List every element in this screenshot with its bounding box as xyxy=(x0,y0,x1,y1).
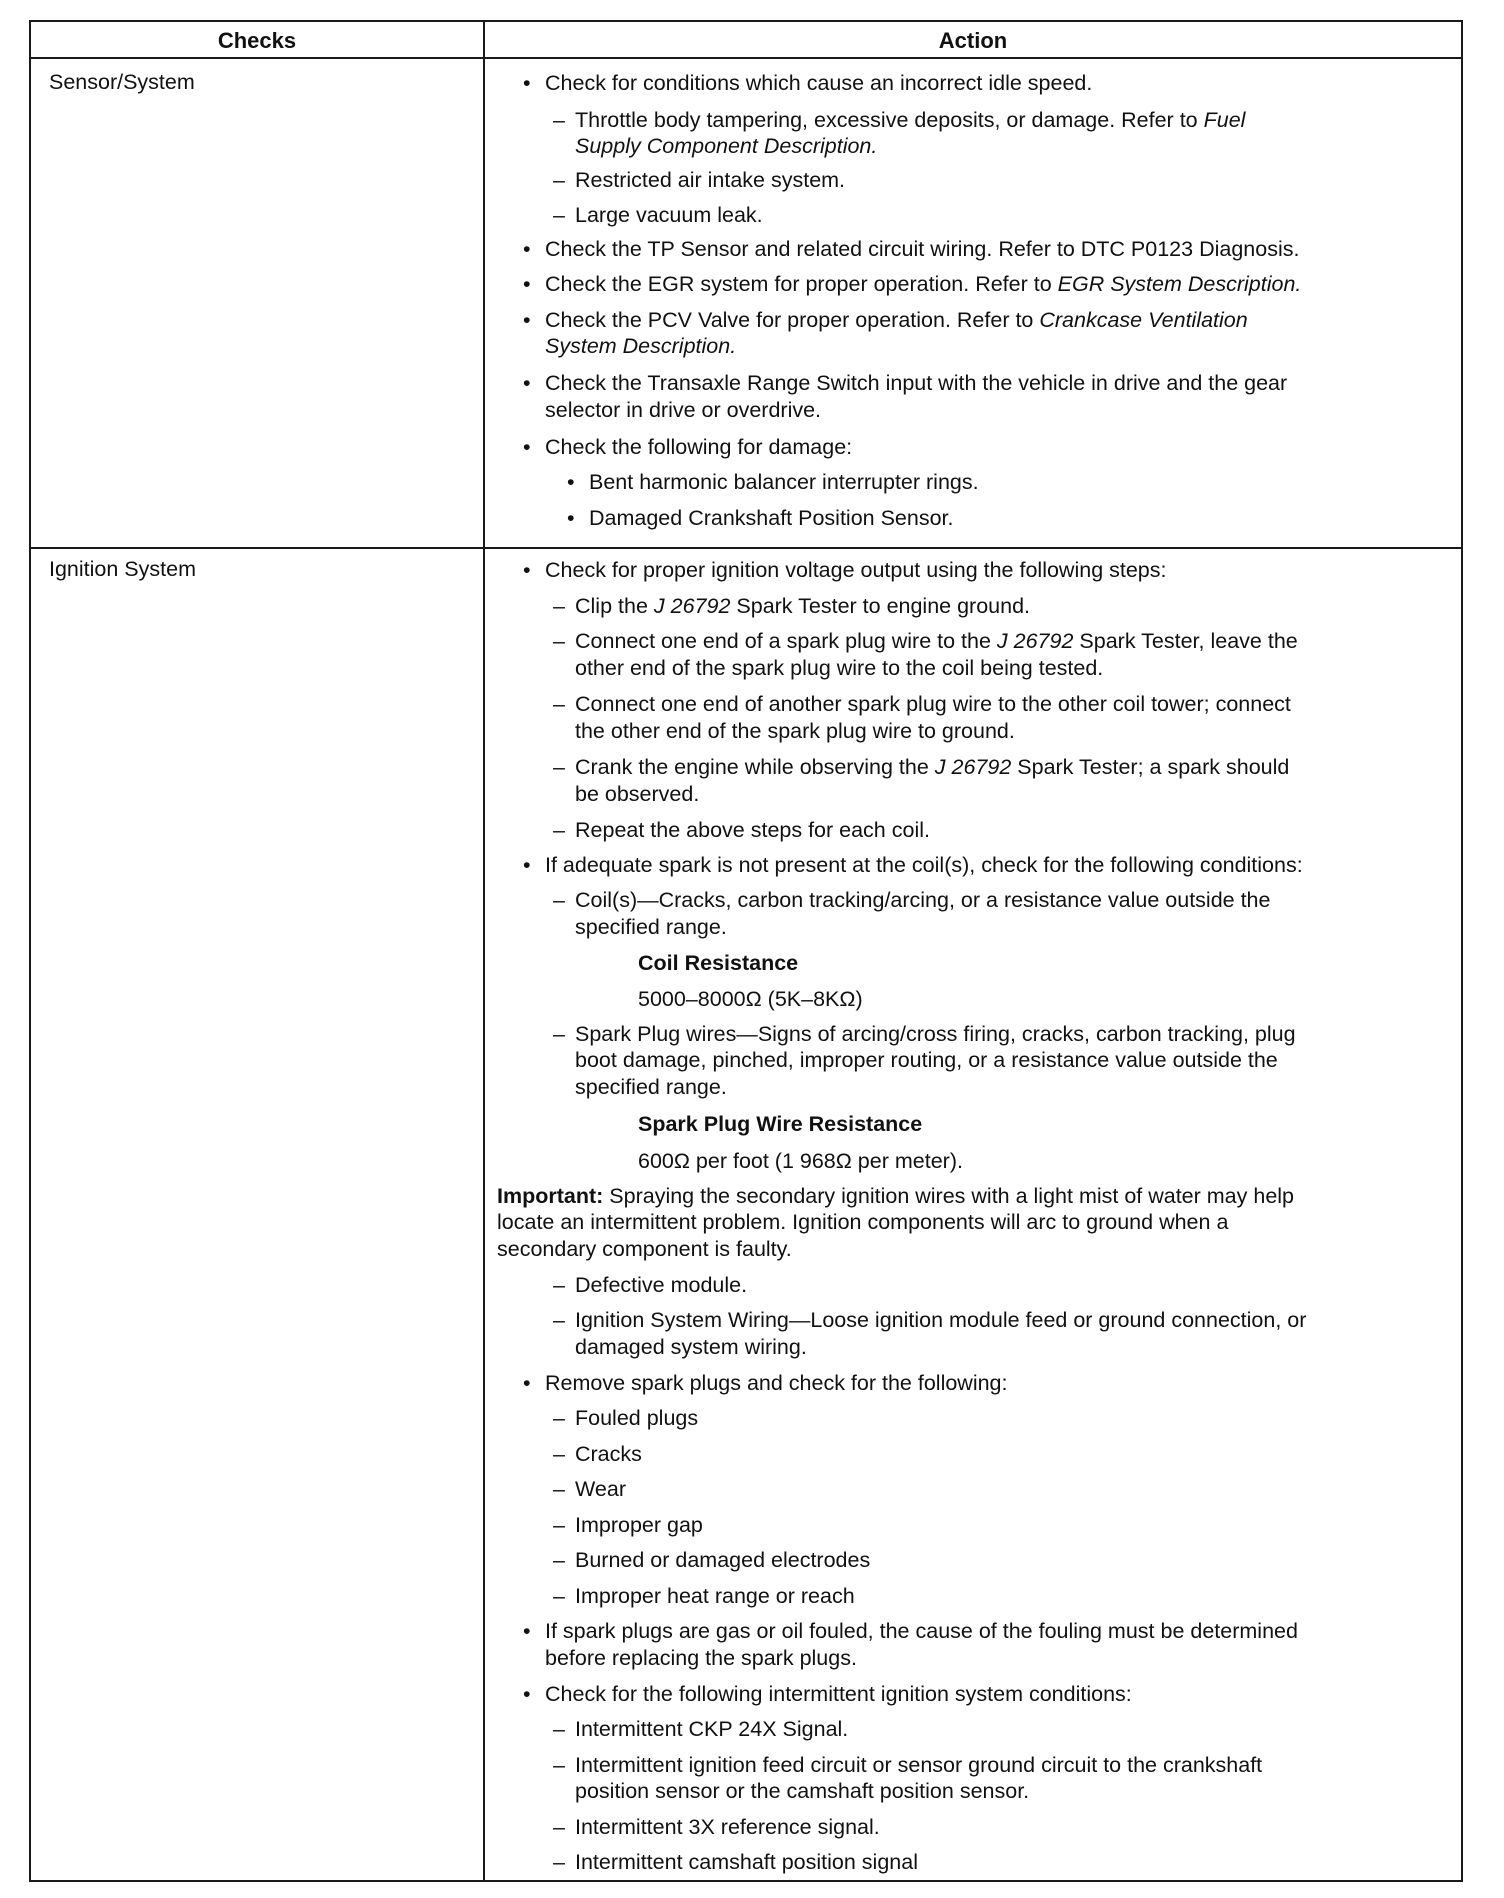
dash-glyph: – xyxy=(553,1513,565,1537)
list-item xyxy=(523,372,531,394)
item-text: the other end of the spark plug wire to ground. xyxy=(575,719,1015,743)
list-item xyxy=(523,436,531,458)
dash-glyph: – xyxy=(553,1815,565,1839)
list-item xyxy=(575,1514,703,1536)
header-action: Action xyxy=(938,28,1008,53)
list-item xyxy=(553,1514,565,1536)
bullet-glyph: • xyxy=(523,1371,531,1395)
item-text: Check for conditions which cause an incorrect idle speed. xyxy=(545,71,1093,95)
list-item xyxy=(545,1647,857,1669)
tool-number: J 26792 xyxy=(934,755,1012,779)
item-text: Clip the xyxy=(575,594,648,618)
dash-glyph: – xyxy=(553,692,565,716)
reference-link-text: EGR System Description. xyxy=(1057,272,1302,296)
bullet-glyph: • xyxy=(567,506,575,530)
item-text: Damaged Crankshaft Position Sensor. xyxy=(589,506,954,530)
item-text: Spark Tester; a spark should xyxy=(1017,755,1290,779)
list-item xyxy=(553,1585,565,1607)
list-item xyxy=(553,1851,565,1873)
important-note xyxy=(497,1238,792,1260)
item-text: specified range. xyxy=(575,915,727,939)
item-text: Check for the following intermittent ignition system conditions: xyxy=(545,1682,1132,1706)
dash-glyph: – xyxy=(553,168,565,192)
list-item xyxy=(553,204,565,226)
list-item xyxy=(575,1718,848,1740)
list-item xyxy=(523,854,531,876)
item-text: Spark Tester, leave the xyxy=(1079,629,1298,653)
important-label: Important: xyxy=(497,1184,604,1208)
list-item xyxy=(553,693,565,715)
check-ignition-system: Ignition System xyxy=(49,557,196,581)
list-item xyxy=(545,854,1303,876)
item-text: Coil(s)—Cracks, carbon tracking/arcing, or a resistance value outside the xyxy=(575,888,1271,912)
dash-glyph: – xyxy=(553,755,565,779)
list-item xyxy=(575,1851,918,1873)
item-text: If adequate spark is not present at the coil(s), check for the following conditions: xyxy=(545,853,1303,877)
bullet-glyph: • xyxy=(523,558,531,582)
list-item xyxy=(575,204,763,226)
list-item xyxy=(545,238,1299,260)
dash-glyph: – xyxy=(553,1406,565,1430)
list-item xyxy=(575,819,930,841)
list-item xyxy=(575,135,877,157)
list-item xyxy=(589,471,979,493)
item-text: Check the following for damage: xyxy=(545,435,853,459)
item-text: damaged system wiring. xyxy=(575,1335,807,1359)
item-text: Crank the engine while observing the xyxy=(575,755,929,779)
header-checks: Checks xyxy=(217,28,297,53)
item-text: Check for proper ignition voltage output using the following steps: xyxy=(545,558,1167,582)
dash-glyph: – xyxy=(553,818,565,842)
dash-glyph: – xyxy=(553,1850,565,1874)
bullet-glyph: • xyxy=(523,1619,531,1643)
list-item xyxy=(545,273,1301,295)
item-text: Intermittent ignition feed circuit or sensor ground circuit to the crankshaft xyxy=(575,1753,1263,1777)
list-item xyxy=(545,1620,1298,1642)
item-text: Restricted air intake system. xyxy=(575,168,846,192)
item-text: be observed. xyxy=(575,782,700,806)
item-text: Bent harmonic balancer interrupter rings. xyxy=(589,470,979,494)
item-text: Check the EGR system for proper operation. Refer to xyxy=(545,272,1052,296)
list-item xyxy=(575,1336,807,1358)
check-sensor-system: Sensor/System xyxy=(49,70,195,94)
item-text: Spraying the secondary ignition wires with a light mist of water may help xyxy=(609,1184,1295,1208)
list-item xyxy=(553,1023,565,1045)
dash-glyph: – xyxy=(553,1753,565,1777)
list-item xyxy=(523,273,531,295)
item-text: Check the PCV Valve for proper operation. Refer to xyxy=(545,308,1034,332)
list-item xyxy=(575,1478,626,1500)
list-item xyxy=(553,1478,565,1500)
dash-glyph: – xyxy=(553,1308,565,1332)
list-item xyxy=(553,1407,565,1429)
column-divider xyxy=(483,22,485,1880)
coil-resistance-title: Coil Resistance xyxy=(638,951,799,975)
wire-resistance-value: 600Ω per foot (1 968Ω per meter). xyxy=(638,1149,963,1173)
item-text: Cracks xyxy=(575,1442,642,1466)
list-item xyxy=(575,1407,698,1429)
list-item xyxy=(545,436,852,458)
list-item xyxy=(553,1549,565,1571)
list-item xyxy=(545,309,1248,331)
coil-resistance-value: 5000–8000Ω (5K–8KΩ) xyxy=(638,987,863,1011)
list-item xyxy=(523,1683,531,1705)
table-header xyxy=(31,22,1461,59)
bullet-glyph: • xyxy=(567,470,575,494)
list-item xyxy=(575,1585,855,1607)
list-item xyxy=(523,1372,531,1394)
item-text: Fouled plugs xyxy=(575,1406,699,1430)
tool-number: J 26792 xyxy=(996,629,1074,653)
item-text: Burned or damaged electrodes xyxy=(575,1548,871,1572)
list-item xyxy=(523,309,531,331)
item-text: locate an intermittent problem. Ignition components will arc to ground when a xyxy=(497,1210,1229,1234)
item-text: Ignition System Wiring—Loose ignition module feed or ground connection, or xyxy=(575,1308,1307,1332)
list-item xyxy=(575,1274,747,1296)
list-item xyxy=(545,559,1166,581)
list-item xyxy=(523,559,531,581)
item-text: Spark Tester to engine ground. xyxy=(736,594,1031,618)
list-item xyxy=(575,916,727,938)
bullet-glyph: • xyxy=(523,853,531,877)
dash-glyph: – xyxy=(553,1273,565,1297)
list-item xyxy=(575,1049,1278,1071)
list-item xyxy=(553,1309,565,1331)
list-item xyxy=(553,819,565,841)
reference-link-text: Supply Component Description. xyxy=(575,134,878,158)
list-item xyxy=(575,657,1103,679)
list-item xyxy=(575,720,1015,742)
item-text: Connect one end of another spark plug wire to the other coil tower; connect xyxy=(575,692,1291,716)
item-text: Remove spark plugs and check for the following: xyxy=(545,1371,1008,1395)
tool-number: J 26792 xyxy=(653,594,731,618)
list-item xyxy=(575,1309,1306,1331)
list-item xyxy=(553,630,565,652)
item-text: Large vacuum leak. xyxy=(575,203,763,227)
list-item xyxy=(545,399,821,421)
important-note xyxy=(497,1185,1294,1207)
bullet-glyph: • xyxy=(523,71,531,95)
list-item xyxy=(575,1023,1296,1045)
list-item xyxy=(553,169,565,191)
list-item xyxy=(575,169,845,191)
list-item xyxy=(523,72,531,94)
list-item xyxy=(589,507,954,529)
item-text: Improper gap xyxy=(575,1513,703,1537)
reference-link-text: System Description. xyxy=(545,334,737,358)
list-item xyxy=(545,335,736,357)
list-item xyxy=(545,372,1287,394)
item-text: secondary component is faulty. xyxy=(497,1237,792,1261)
list-item xyxy=(575,889,1270,911)
list-item xyxy=(575,1443,642,1465)
list-item xyxy=(575,1780,1029,1802)
bullet-glyph: • xyxy=(523,1682,531,1706)
list-item xyxy=(575,693,1291,715)
dash-glyph: – xyxy=(553,1717,565,1741)
dash-glyph: – xyxy=(553,1477,565,1501)
item-text: Intermittent camshaft position signal xyxy=(575,1850,918,1874)
diagnostic-table xyxy=(29,20,1463,1882)
item-text: Throttle body tampering, excessive deposits, or damage. Refer to xyxy=(575,108,1198,132)
item-text: Repeat the above steps for each coil. xyxy=(575,818,930,842)
dash-glyph: – xyxy=(553,594,565,618)
list-item xyxy=(575,630,1298,652)
important-note xyxy=(497,1211,1228,1233)
item-text: Wear xyxy=(575,1477,626,1501)
list-item xyxy=(575,1076,727,1098)
list-item xyxy=(575,109,1245,131)
item-text: position sensor or the camshaft position sensor. xyxy=(575,1779,1030,1803)
list-item xyxy=(553,595,565,617)
item-text: Defective module. xyxy=(575,1273,748,1297)
list-item xyxy=(575,783,699,805)
list-item xyxy=(575,756,1289,778)
list-item xyxy=(553,1754,565,1776)
list-item xyxy=(545,1683,1132,1705)
item-text: If spark plugs are gas or oil fouled, the cause of the fouling must be determined xyxy=(545,1619,1298,1643)
list-item xyxy=(523,238,531,260)
list-item xyxy=(545,72,1092,94)
bullet-glyph: • xyxy=(523,308,531,332)
item-text: Improper heat range or reach xyxy=(575,1584,855,1608)
item-text: Connect one end of a spark plug wire to the xyxy=(575,629,991,653)
dash-glyph: – xyxy=(553,888,565,912)
list-item xyxy=(575,595,1030,617)
dash-glyph: – xyxy=(553,1442,565,1466)
list-item xyxy=(567,507,575,529)
bullet-glyph: • xyxy=(523,435,531,459)
reference-link-text: Crankcase Ventilation xyxy=(1039,308,1248,332)
list-item xyxy=(545,1372,1008,1394)
item-text: Intermittent CKP 24X Signal. xyxy=(575,1717,849,1741)
bullet-glyph: • xyxy=(523,237,531,261)
dash-glyph: – xyxy=(553,629,565,653)
list-item xyxy=(553,1274,565,1296)
list-item xyxy=(553,756,565,778)
dash-glyph: – xyxy=(553,1584,565,1608)
bullet-glyph: • xyxy=(523,272,531,296)
item-text: Intermittent 3X reference signal. xyxy=(575,1815,880,1839)
item-text: Spark Plug wires—Signs of arcing/cross firing, cracks, carbon tracking, plug xyxy=(575,1022,1296,1046)
list-item xyxy=(523,1620,531,1642)
list-item xyxy=(553,1718,565,1740)
dash-glyph: – xyxy=(553,1548,565,1572)
item-text: before replacing the spark plugs. xyxy=(545,1646,857,1670)
item-text: other end of the spark plug wire to the coil being tested. xyxy=(575,656,1104,680)
list-item xyxy=(575,1816,880,1838)
list-item xyxy=(553,889,565,911)
dash-glyph: – xyxy=(553,108,565,132)
reference-link-text: Fuel xyxy=(1203,108,1246,132)
list-item xyxy=(567,471,575,493)
list-item xyxy=(575,1754,1262,1776)
wire-resistance-title: Spark Plug Wire Resistance xyxy=(638,1112,923,1136)
list-item xyxy=(553,1443,565,1465)
item-text: selector in drive or overdrive. xyxy=(545,398,822,422)
item-text: Check the TP Sensor and related circuit wiring. Refer to DTC P0123 Diagnosis. xyxy=(545,237,1300,261)
list-item xyxy=(575,1549,870,1571)
list-item xyxy=(553,1816,565,1838)
dash-glyph: – xyxy=(553,203,565,227)
item-text: boot damage, pinched, improper routing, or a resistance value outside the xyxy=(575,1048,1278,1072)
list-item xyxy=(553,109,565,131)
item-text: specified range. xyxy=(575,1075,727,1099)
bullet-glyph: • xyxy=(523,371,531,395)
item-text: Check the Transaxle Range Switch input with the vehicle in drive and the gear xyxy=(545,371,1288,395)
dash-glyph: – xyxy=(553,1022,565,1046)
row-divider xyxy=(31,547,1461,549)
